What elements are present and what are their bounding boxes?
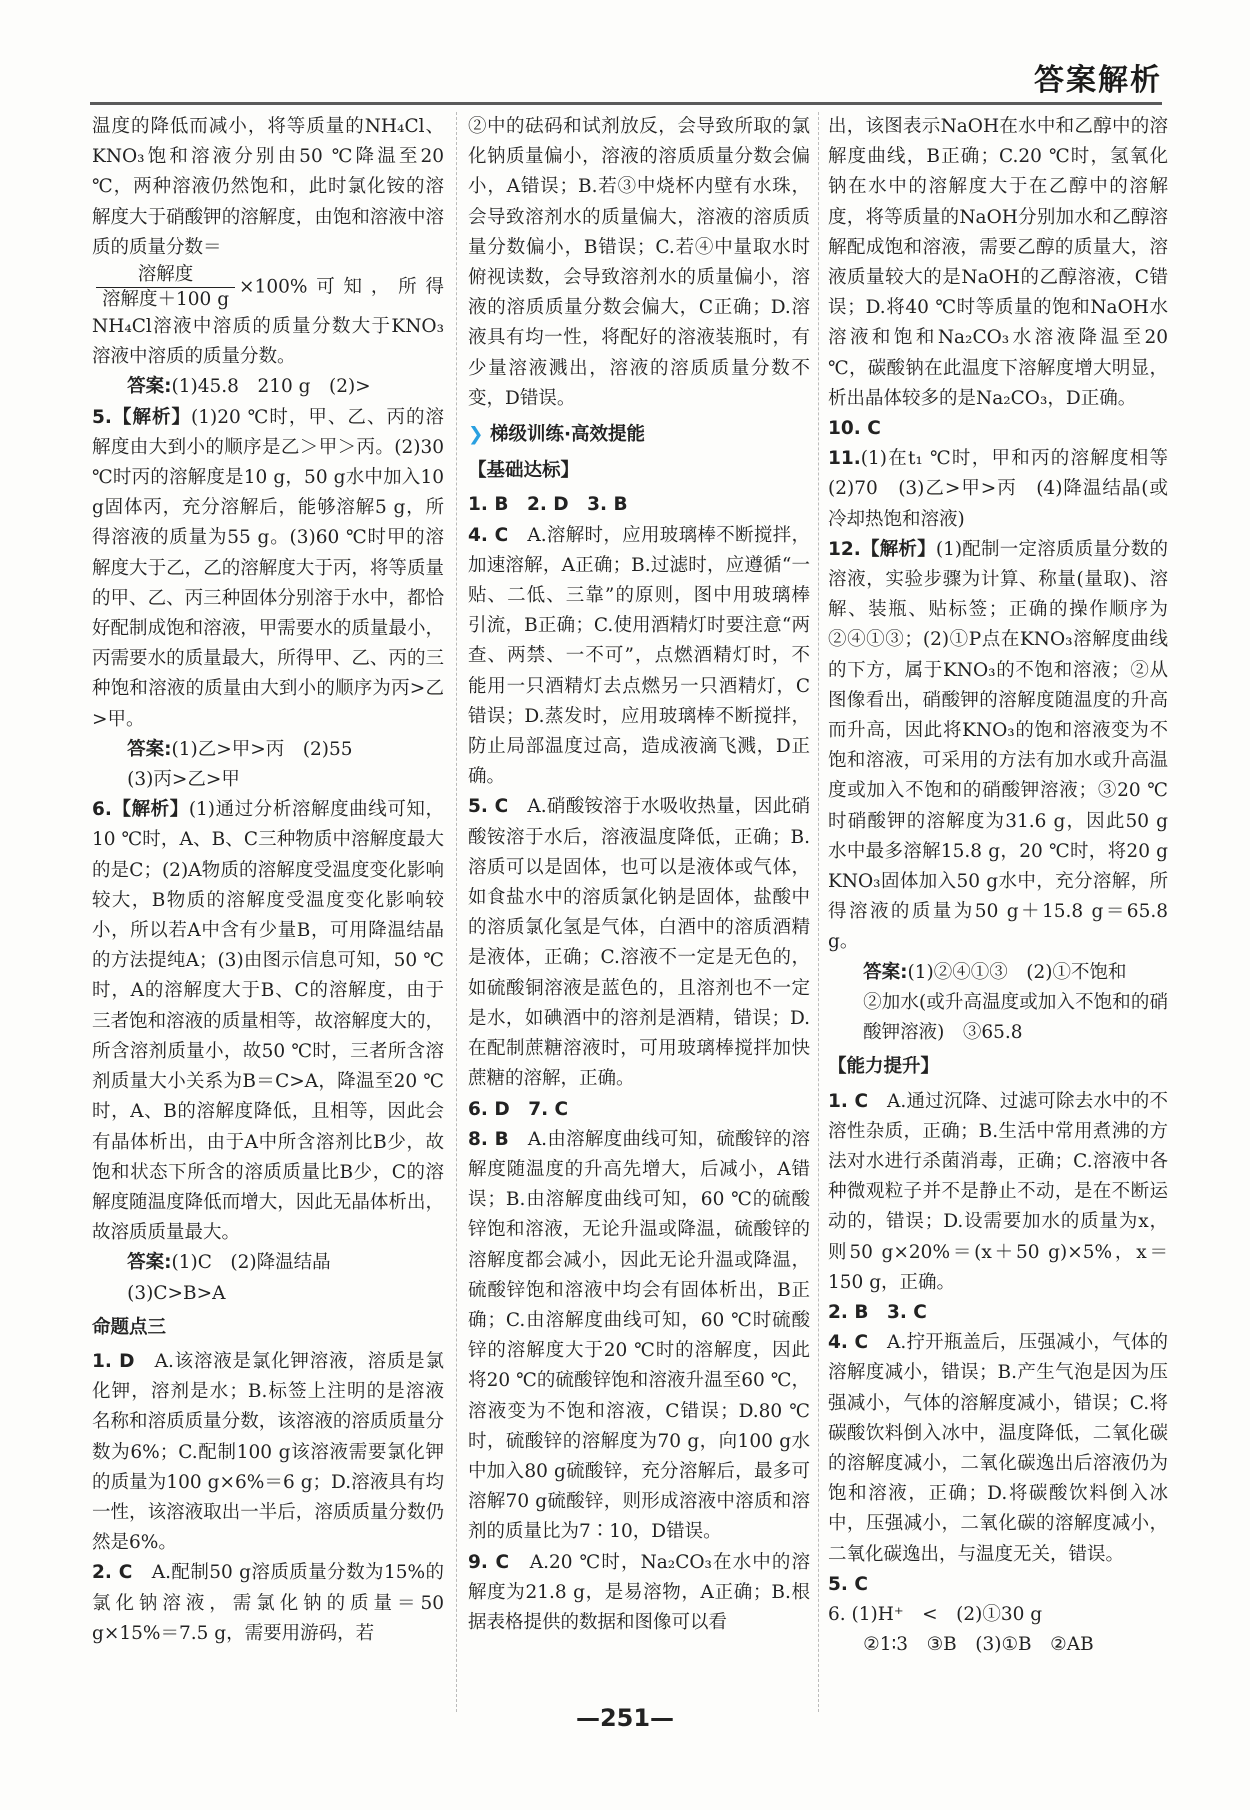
answer-text: ②加水(或升高温度或加入不饱和的硝酸钾溶液) ③65.8 [863, 991, 1168, 1044]
fraction-numerator: 溶解度 [96, 263, 235, 288]
question-number: 5. C [468, 796, 509, 818]
answer-label: 答案: [863, 961, 908, 983]
column-divider [456, 112, 457, 1712]
answer [92, 735, 444, 765]
section-heading: 【能力提升】 [828, 1056, 940, 1078]
question-number: 1. C [828, 1090, 869, 1112]
question-text: A.该溶液是氯化钾溶液，溶质是氯化钾，溶剂是水；B.标签上注明的是溶液名称和溶质质量分数，该溶液的溶质质量分数为6%；C.配制100 g该溶液需要氯化钾的质量为100 g×6%＝6 g；D.溶液具有均一性，该溶液取出一半后，溶质质量分数仍然是6%。 [92, 1350, 444, 1554]
answer [92, 372, 444, 402]
question-8 [468, 1125, 810, 1548]
analysis-tag: 【解析】 [860, 538, 936, 560]
answer-row: ②1∶3 ③B (3)①B ②AB [863, 1634, 1094, 1656]
question-number: 8. B [468, 1128, 509, 1150]
text: ×100%可知，所得NH₄Cl溶液中溶质的质量分数大于KNO₃溶液中溶质的质量分数。 [92, 276, 444, 368]
section-heading: 命题点三 [92, 1316, 167, 1338]
answer-text: (3)C>B>A [127, 1282, 226, 1304]
question-2 [92, 1558, 444, 1649]
paragraph [92, 263, 444, 372]
paragraph: 出，该图表示NaOH在水中和乙醇中的溶解度曲线，B正确；C.20 ℃时，氢氧化钠在水中的溶解度大于在乙醇中的溶解度，将等质量的NaOH分别加水和乙醇溶解配成饱和溶液，需要乙醇的质量大，溶液质量较大的是NaOH的乙醇溶液，C错误；D.将40 ℃时等质量的饱和NaOH水溶液和饱和Na₂CO₃水溶液降温至20 ℃，碳酸钠在此温度下溶解度增大明显，析出晶体较多的是Na₂CO₃，D正确。 [828, 116, 1168, 409]
question-12 [828, 535, 1168, 958]
question-number: 9. C [468, 1551, 510, 1573]
question-number: 2. C [92, 1562, 133, 1584]
question-text: A.溶解时，应用玻璃棒不断搅拌，加速溶解，A正确；B.过滤时，应遵循“一贴、二低、三靠”的原则，图中用玻璃棒引流，B正确；C.使用酒精灯时要注意“两查、两禁、一不可”，点燃酒精灯时，不能用一只酒精灯去点燃另一只酒精灯，C错误；D.蒸发时，应用玻璃棒不断搅拌，防止局部温度过高，造成液滴飞溅，D正确。 [468, 524, 810, 788]
answer-row: 1. B 2. D 3. B [468, 494, 628, 516]
answer [92, 1248, 444, 1278]
section-banner: ❯ 梯级训练·高效提能 [468, 420, 810, 450]
question-text: A.由溶解度曲线可知，硫酸锌的溶解度随温度的升高先增大，后减小，A错误；B.由溶解度曲线可知，60 ℃的硫酸锌饱和溶液，无论升温或降温，硫酸锌的溶解度都会减小，因此无论升温或降温，硫酸锌饱和溶液中均会有固体析出，B正确；C.由溶解度曲线可知，60 ℃时硫酸锌的溶解度大于20 ℃时的溶解度，因此将20 ℃的硫酸锌饱和溶液升温至60 ℃，溶液变为不饱和溶液，C错误；D.80 ℃时，硫酸锌的溶解度为70 g，向100 g水中加入80 g硫酸锌，充分溶解后，最多可溶解70 g硫酸锌，则形成溶液中溶质和溶剂的质量比为7∶10，D错误。 [468, 1128, 810, 1543]
question-1 [92, 1347, 444, 1558]
question-9 [468, 1548, 810, 1639]
question-5 [468, 792, 810, 1094]
answer-text: (1)②④①③ (2)①不饱和 [907, 961, 1127, 983]
answer-text: (1)C (2)降温结晶 [171, 1252, 331, 1274]
answer-label: 答案: [127, 738, 172, 760]
analysis-tag: 【解析】 [111, 799, 189, 821]
answer-row: 10. C [828, 418, 881, 440]
question-number: 4. C [828, 1332, 869, 1354]
question-text: A.拧开瓶盖后，压强减小，气体的溶解度减小，错误；B.产生气泡是因为压强减小，气体的溶解度减小，错误；C.将碳酸饮料倒入冰中，温度降低，二氧化碳的溶解度减小，二氧化碳逸出后溶液仍为饱和溶液，正确；D.将碳酸饮料倒入冰中，压强减小，二氧化碳的溶解度减小，二氧化碳逸出，与温度无关，错误。 [828, 1332, 1168, 1565]
answer-label: 答案: [127, 1252, 172, 1274]
answer-row: 6. D 7. C [468, 1098, 569, 1120]
answer-row: 5. C [828, 1573, 868, 1595]
column-divider [818, 112, 819, 1712]
section-heading: 【基础达标】 [468, 460, 580, 482]
answer-label: 答案: [127, 376, 172, 398]
question-6 [92, 795, 444, 1248]
question-text: (1)通过分析溶解度曲线可知，10 ℃时，A、B、C三种物质中溶解度最大的是C；(2)A物质的溶解度受温度变化影响较大，B物质的溶解度受温度变化影响较小，所以若A中含有少量B，可用降温结晶的方法提纯A；(3)由图示信息可知，50 ℃时，A的溶解度大于B、C的溶解度，由于三者饱和溶液的质量相等，故溶解度大的，所含溶剂质量小，故50 ℃时，三者所含溶剂质量大小关系为B＝C>A，降温至20 ℃时，A、B的溶解度降低，且相等，因此会有晶体析出，由于A中所含溶剂比B少，故饱和状态下所含的溶质质量比B少，C的溶解度随温度降低而增大，因此无晶体析出，故溶质质量最大。 [92, 799, 444, 1244]
question-number: 1. D [92, 1350, 135, 1372]
answer-row: 6. (1)H⁺ < (2)①30 g [828, 1603, 1043, 1625]
paragraph: ②中的砝码和试剂放反，会导致所取的氯化钠质量偏小，溶液的溶质质量分数会偏小，A错误；B.若③中烧杯内壁有水珠，会导致溶剂水的质量偏大，溶液的溶质质量分数偏小，B错误；C.若④中量取水时俯视读数，会导致溶剂水的质量偏小，溶液的溶质质量分数会偏大，C正确；D.溶液具有均一性，将配好的溶液装瓶时，有少量溶液溅出，溶液的溶质质量分数不变，D错误。 [468, 116, 810, 409]
question-text: A.通过沉降、过滤可除去水中的不溶性杂质，正确；B.生活中常用煮沸的方法对水进行杀菌消毒，正确；C.溶液中各种微观粒子并不是静止不动，是在不断运动的，错误；D.设需要加水的质量为x，则50 g×20%＝(x＋50 g)×5%，x＝150 g，正确。 [828, 1090, 1168, 1293]
header-rule [90, 102, 1162, 105]
question-4 [468, 521, 810, 793]
question-number: 6. [92, 799, 112, 821]
column-1 [92, 112, 444, 1649]
analysis-tag: 【解析】 [111, 406, 191, 428]
column-3 [828, 112, 1187, 1660]
answer-row: 2. B 3. C [828, 1301, 927, 1323]
fraction-denominator: 溶解度＋100 g [102, 289, 230, 311]
question-11 [828, 444, 1187, 535]
question-number: 5. [92, 406, 112, 428]
question-text: A.20 ℃时，Na₂CO₃在水中的溶解度为21.8 g，是易溶物，A正确；B.根据表格提供的数据和图像可以看 [468, 1551, 810, 1633]
page-header-title: 答案解析 [1034, 63, 1162, 98]
answer-text: (1)45.8 210 g (2)> [171, 376, 371, 398]
paragraph: 温度的降低而减小，将等质量的NH₄Cl、KNO₃饱和溶液分别由50 ℃降温至20 ℃，两种溶液仍然饱和，此时氯化铵的溶解度大于硝酸钾的溶解度，由饱和溶液中溶质的质量分数＝ [92, 116, 444, 258]
question-4 [828, 1328, 1168, 1570]
question-1 [828, 1087, 1168, 1298]
answer [828, 958, 1168, 988]
question-number: 12. [828, 538, 861, 560]
column-2 [468, 112, 810, 1638]
question-number: 4. C [468, 524, 509, 546]
question-number: 11. [828, 448, 861, 470]
question-text: (1)配制一定溶质质量分数的溶液，实验步骤为计算、称量(量取)、溶解、装瓶、贴标签；正确的操作顺序为②④①③；(2)①P点在KNO₃溶解度曲线的下方，属于KNO₃的不饱和溶液；②从图像看出，硝酸钾的溶解度随温度的升高而升高，因此将KNO₃的饱和溶液变为不饱和溶液，可采用的方法有加水或升高温度或加入不饱和的硝酸钾溶液；③20 ℃时硝酸钾的溶解度为31.6 g，因此50 g水中最多溶解15.8 g，20 ℃时，将20 g KNO₃固体加入50 g水中，充分溶解，所得溶液的质量为50 g＋15.8 g＝65.8 g。 [828, 538, 1168, 953]
page-number: —251— [575, 1704, 675, 1732]
question-5 [92, 403, 444, 735]
question-text: A.配制50 g溶质质量分数为15%的氯化钠溶液，需氯化钠的质量＝50 g×15%＝7.5 g，需要用游码，若 [92, 1562, 444, 1644]
question-text: A.硝酸铵溶于水吸收热量，因此硝酸铵溶于水后，溶液温度降低，正确；B.溶质可以是固体，也可以是液体或气体，如食盐水中的溶质氯化钠是固体，盐酸中的溶质氯化氢是气体，白酒中的溶质酒精是液体，正确；C.溶液不一定是无色的，如硫酸铜溶液是蓝色的，且溶剂也不一定是水，如碘酒中的溶剂是酒精，错误；D.在配制蔗糖溶液时，可用玻璃棒搅拌加快蔗糖的溶解，正确。 [468, 796, 810, 1090]
answer-text: (1)乙>甲>丙 (2)55 [171, 738, 353, 760]
question-text: (1)20 ℃时，甲、乙、丙的溶解度由大到小的顺序是乙＞甲＞丙。(2)30 ℃时丙的溶解度是10 g，50 g水中加入10 g固体丙，充分溶解后，能够溶解5 g，所得溶液的质量为55 g。(3)60 ℃时甲的溶解度大于乙，乙的溶解度大于丙，将等质量的甲、乙、丙三种固体分别溶于水中，都恰好配制成饱和溶液，甲需要水的质量最小，丙需要水的质量最大，所得甲、乙、丙的三种饱和溶液的质量由大到小的顺序为丙>乙>甲。 [92, 406, 444, 730]
question-text: (1)在t₁ ℃时，甲和丙的溶解度相等 (2)70 (3)乙>甲>丙 (4)降温结晶(或冷却热饱和溶液) [828, 448, 1187, 530]
answer-text: (3)丙>乙>甲 [127, 769, 240, 791]
fraction [96, 263, 235, 312]
